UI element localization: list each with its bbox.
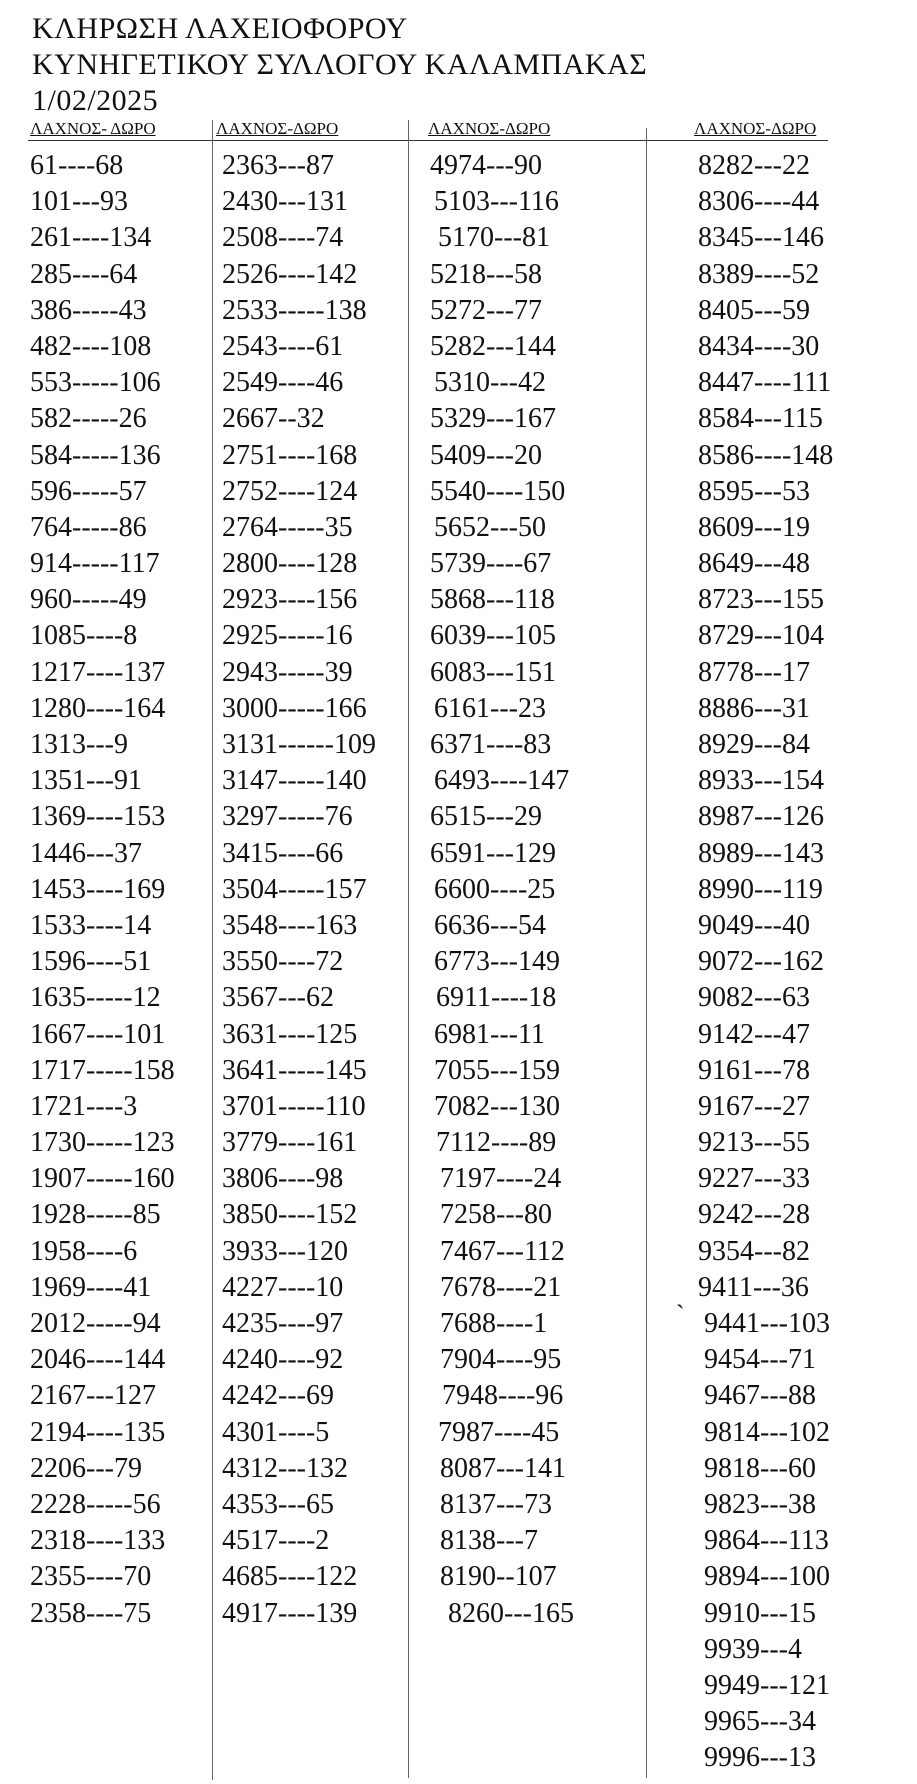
lottery-entry: 2206---79 xyxy=(30,1452,142,1484)
lottery-entry: 7904----95 xyxy=(440,1344,562,1376)
lottery-entry: 9213---55 xyxy=(698,1127,810,1159)
lottery-entry: 9814---102 xyxy=(704,1416,830,1448)
document-title-line2: ΚΥΝΗΓΕΤΙΚΟΥ ΣΥΛΛΟΓΟΥ ΚΑΛΑΜΠΑΚΑΣ xyxy=(32,48,648,81)
lottery-entry: 2430---131 xyxy=(222,186,348,218)
lottery-entry: 5282---144 xyxy=(430,330,556,362)
lottery-entry: 1969----41 xyxy=(30,1271,152,1303)
column-divider-1 xyxy=(212,120,213,1780)
lottery-entry: 1369----153 xyxy=(30,801,166,833)
lottery-entry: 8778---17 xyxy=(698,656,810,688)
lottery-entry: 5868---118 xyxy=(430,584,555,616)
lottery-entry: 1907-----160 xyxy=(30,1163,175,1195)
lottery-entry: 9161---78 xyxy=(698,1054,810,1086)
lottery-entry: 1596----51 xyxy=(30,946,152,978)
lottery-entry: 8609---19 xyxy=(698,511,810,543)
lottery-entry: 8138---7 xyxy=(440,1525,538,1557)
lottery-entry: 2167---127 xyxy=(30,1380,156,1412)
lottery-entry: 6493----147 xyxy=(434,765,570,797)
lottery-entry: 5170---81 xyxy=(438,222,550,254)
lottery-entry: 2012-----94 xyxy=(30,1308,161,1339)
lottery-entry: 9227---33 xyxy=(698,1163,810,1195)
lottery-entry: 9467---88 xyxy=(704,1380,816,1412)
lottery-entry: 1958----6 xyxy=(30,1235,138,1267)
lottery-entry: 4974---90 xyxy=(430,150,542,181)
lottery-entry: 2549----46 xyxy=(222,367,344,399)
column-2-list xyxy=(222,148,376,1632)
lottery-entry: 9894---100 xyxy=(704,1561,830,1593)
lottery-entry: 3779----161 xyxy=(222,1127,358,1159)
lottery-entry: 8087---141 xyxy=(440,1452,566,1484)
lottery-entry: 7678----21 xyxy=(440,1271,562,1303)
lottery-entry: 101---93 xyxy=(30,186,128,218)
lottery-entry: 8595---53 xyxy=(698,475,810,507)
lottery-entry: 6083---151 xyxy=(430,656,556,688)
lottery-entry: 6039---105 xyxy=(430,620,556,652)
lottery-entry: 3933---120 xyxy=(222,1235,348,1267)
lottery-entry: 9411---36 xyxy=(698,1271,809,1303)
lottery-entry: 3641-----145 xyxy=(222,1054,367,1086)
lottery-entry: 2533-----138 xyxy=(222,294,367,326)
lottery-entry: 6161---23 xyxy=(434,692,546,724)
lottery-entry: 9072---162 xyxy=(698,946,824,978)
lottery-entry: 8447----111 xyxy=(698,367,832,399)
lottery-entry: 8990---119 xyxy=(698,873,823,905)
lottery-entry: 1313---9 xyxy=(30,729,128,760)
lottery-entry: 1928-----85 xyxy=(30,1199,161,1231)
lottery-entry: 596-----57 xyxy=(30,475,147,507)
lottery-entry: 960-----49 xyxy=(30,584,147,616)
lottery-entry: 7197----24 xyxy=(440,1163,562,1195)
lottery-entry: 7688----1 xyxy=(440,1308,548,1339)
lottery-entry: 6600----25 xyxy=(434,873,556,905)
document-title-line1: ΚΛΗΡΩΣΗ ΛΑΧΕΙΟΦΟΡΟΥ xyxy=(32,12,408,45)
lottery-entry: 8729---104 xyxy=(698,620,824,652)
lottery-entry: 9454---71 xyxy=(704,1344,816,1376)
lottery-entry: 3806----98 xyxy=(222,1163,344,1195)
lottery-entry: 9082---63 xyxy=(698,982,810,1014)
lottery-entry: 1280----164 xyxy=(30,692,166,724)
lottery-entry: 9965---34 xyxy=(704,1706,816,1738)
lottery-entry: 5540----150 xyxy=(430,475,566,507)
lottery-entry: 6591---129 xyxy=(430,837,556,869)
lottery-entry: 1730-----123 xyxy=(30,1127,175,1159)
lottery-entry: 8282---22 xyxy=(698,150,810,181)
lottery-entry: 5272---77 xyxy=(430,294,542,326)
lottery-entry: 3415----66 xyxy=(222,837,344,869)
lottery-entry: 5739----67 xyxy=(430,548,552,580)
lottery-entry: 9910---15 xyxy=(704,1597,816,1629)
lottery-entry: 8933---154 xyxy=(698,765,824,797)
lottery-entry: 4235----97 xyxy=(222,1308,344,1339)
lottery-entry: 8649---48 xyxy=(698,548,810,580)
lottery-entry: 1667----101 xyxy=(30,1018,166,1050)
column-header-3: ΛΑΧΝΟΣ-ΔΩΡΟ xyxy=(428,119,551,138)
lottery-entry: 5409---20 xyxy=(430,439,542,471)
lottery-entry: 6636---54 xyxy=(434,909,546,941)
lottery-entry: 482----108 xyxy=(30,330,152,362)
lottery-entry: 1635-----12 xyxy=(30,982,161,1014)
lottery-entry: 4240----92 xyxy=(222,1344,344,1376)
lottery-entry: 9949---121 xyxy=(704,1669,830,1701)
lottery-entry: 1351---91 xyxy=(30,765,142,797)
lottery-entry: 1085----8 xyxy=(30,620,138,652)
column-4-list xyxy=(698,148,833,1776)
lottery-entry: 2046----144 xyxy=(30,1344,166,1376)
lottery-entry: 764-----86 xyxy=(30,511,147,543)
lottery-entry: 2526----142 xyxy=(222,258,358,290)
lottery-entry: 7112----89 xyxy=(436,1127,557,1159)
lottery-entry: 9049---40 xyxy=(698,909,810,941)
lottery-entry: 9441---103 xyxy=(704,1308,830,1339)
lottery-entry: 4312---132 xyxy=(222,1452,348,1484)
lottery-entry: 9996---13 xyxy=(704,1742,816,1774)
lottery-entry: 4517----2 xyxy=(222,1525,330,1557)
lottery-entry: 2543----61 xyxy=(222,330,344,362)
lottery-entry: 2751----168 xyxy=(222,439,358,471)
lottery-entry: 8586----148 xyxy=(698,439,834,471)
column-divider-2 xyxy=(408,120,409,1778)
stray-mark: ` xyxy=(676,1300,685,1329)
column-1-list xyxy=(30,148,175,1632)
column-divider-3 xyxy=(646,128,647,1778)
lottery-entry: 7987----45 xyxy=(438,1416,560,1448)
lottery-entry: 3297-----76 xyxy=(222,801,353,833)
lottery-entry: 6371----83 xyxy=(430,729,552,760)
lottery-entry: 5103---116 xyxy=(434,186,559,218)
lottery-entry: 3548----163 xyxy=(222,909,358,941)
lottery-entry: 261----134 xyxy=(30,222,152,254)
lottery-entry: 1446---37 xyxy=(30,837,142,869)
lottery-entry: 1717-----158 xyxy=(30,1054,175,1086)
lottery-entry: 3850----152 xyxy=(222,1199,358,1231)
lottery-entry: 1721----3 xyxy=(30,1090,138,1122)
lottery-entry: 2943-----39 xyxy=(222,656,353,688)
lottery-entry: 2194----135 xyxy=(30,1416,166,1448)
lottery-entry: 8389----52 xyxy=(698,258,820,290)
lottery-entry: 5652---50 xyxy=(434,511,546,543)
lottery-entry: 8260---165 xyxy=(448,1597,574,1629)
lottery-entry: 4301----5 xyxy=(222,1416,330,1448)
lottery-entry: 4917----139 xyxy=(222,1597,358,1629)
lottery-entry: 2764-----35 xyxy=(222,511,353,543)
lottery-entry: 9242---28 xyxy=(698,1199,810,1231)
column-header-1: ΛΑΧΝΟΣ- ΔΩΡΟ xyxy=(30,119,156,138)
lottery-entry: 9142---47 xyxy=(698,1018,810,1050)
lottery-entry: 9864---113 xyxy=(704,1525,829,1557)
lottery-entry: 7082---130 xyxy=(434,1090,560,1122)
lottery-entry: 3567---62 xyxy=(222,982,334,1014)
header-rule xyxy=(28,140,828,141)
lottery-entry: 8434----30 xyxy=(698,330,820,362)
lottery-entry: 2318----133 xyxy=(30,1525,166,1557)
lottery-entry: 6773---149 xyxy=(434,946,560,978)
lottery-entry: 7258---80 xyxy=(440,1199,552,1231)
lottery-entry: 582-----26 xyxy=(30,403,147,435)
lottery-entry: 8137---73 xyxy=(440,1488,552,1520)
lottery-entry: 9818---60 xyxy=(704,1452,816,1484)
lottery-entry: 1453----169 xyxy=(30,873,166,905)
lottery-entry: 8584---115 xyxy=(698,403,823,435)
lottery-entry: 2355----70 xyxy=(30,1561,152,1593)
lottery-entry: 4227----10 xyxy=(222,1271,344,1303)
lottery-entry: 7055---159 xyxy=(434,1054,560,1086)
column-header-4: ΛΑΧΝΟΣ-ΔΩΡΟ xyxy=(694,119,817,138)
column-3-list xyxy=(430,148,574,1632)
lottery-entry: 5329---167 xyxy=(430,403,556,435)
lottery-entry: 2508----74 xyxy=(222,222,344,254)
lottery-entry: 2923----156 xyxy=(222,584,358,616)
lottery-entry: 61----68 xyxy=(30,150,124,181)
lottery-entry: 7467---112 xyxy=(440,1235,565,1267)
lottery-entry: 8987---126 xyxy=(698,801,824,833)
lottery-entry: 1533----14 xyxy=(30,909,152,941)
lottery-entry: 386-----43 xyxy=(30,294,147,326)
lottery-entry: 5218---58 xyxy=(430,258,542,290)
lottery-entry: 6981---11 xyxy=(434,1018,545,1050)
lottery-entry: 2752----124 xyxy=(222,475,358,507)
lottery-entry: 3504-----157 xyxy=(222,873,367,905)
lottery-entry: 7948----96 xyxy=(442,1380,564,1412)
lottery-entry: 3147-----140 xyxy=(222,765,367,797)
lottery-entry: 8886---31 xyxy=(698,692,810,724)
lottery-entry: 8723---155 xyxy=(698,584,824,616)
lottery-entry: 2800----128 xyxy=(222,548,358,580)
lottery-entry: 8190--107 xyxy=(440,1561,557,1593)
lottery-entry: 2228-----56 xyxy=(30,1488,161,1520)
lottery-entry: 5310---42 xyxy=(434,367,546,399)
lottery-entry: 584-----136 xyxy=(30,439,161,471)
lottery-entry: 2667--32 xyxy=(222,403,325,435)
lottery-entry: 1217----137 xyxy=(30,656,166,688)
lottery-entry: 2925-----16 xyxy=(222,620,353,652)
lottery-entry: 8989---143 xyxy=(698,837,824,869)
draw-date: 1/02/2025 xyxy=(32,84,159,117)
lottery-entry: 4353---65 xyxy=(222,1488,334,1520)
lottery-entry: 553-----106 xyxy=(30,367,161,399)
lottery-entry: 9939---4 xyxy=(704,1633,802,1665)
lottery-entry: 285----64 xyxy=(30,258,138,290)
lottery-entry: 3550----72 xyxy=(222,946,344,978)
lottery-entry: 2358----75 xyxy=(30,1597,152,1629)
lottery-entry: 8929---84 xyxy=(698,729,810,760)
lottery-entry: 914-----117 xyxy=(30,548,160,580)
lottery-entry: 2363---87 xyxy=(222,150,334,181)
lottery-entry: 9167---27 xyxy=(698,1090,810,1122)
lottery-entry: 3631----125 xyxy=(222,1018,358,1050)
lottery-entry: 4685----122 xyxy=(222,1561,358,1593)
lottery-entry: 6911----18 xyxy=(436,982,557,1014)
lottery-entry: 8405---59 xyxy=(698,294,810,326)
lottery-entry: 9354---82 xyxy=(698,1235,810,1267)
lottery-entry: 4242---69 xyxy=(222,1380,334,1412)
lottery-entry: 6515---29 xyxy=(430,801,542,833)
lottery-entry: 3131------109 xyxy=(222,729,376,760)
lottery-entry: 8306----44 xyxy=(698,186,820,218)
lottery-entry: 9823---38 xyxy=(704,1488,816,1520)
lottery-entry: 3000-----166 xyxy=(222,692,367,724)
lottery-entry: 8345---146 xyxy=(698,222,824,254)
lottery-entry: 3701-----110 xyxy=(222,1090,366,1122)
column-header-2: ΛΑΧΝΟΣ-ΔΩΡΟ xyxy=(216,119,339,138)
